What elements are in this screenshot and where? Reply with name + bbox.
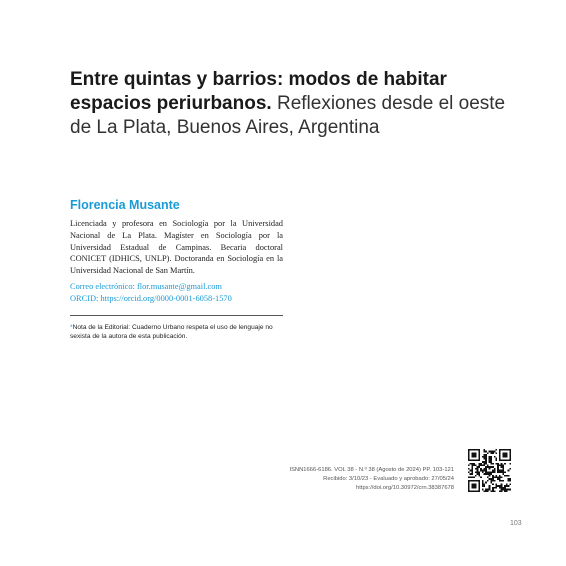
- email-link[interactable]: Correo electrónico: flor.musante@gmail.com: [70, 282, 222, 291]
- editorial-note: [70, 323, 290, 342]
- page-number: 103: [510, 520, 522, 527]
- doi-link[interactable]: https://doi.org/10.30972/crn.38387678: [356, 485, 454, 492]
- author-contact: [70, 281, 300, 305]
- footnote-marker: *: [70, 324, 73, 331]
- dates-line: Recibido: 3/10/23 - Evaluado y aprobado: 27/05/24: [323, 476, 454, 483]
- author-name: Florencia Musante: [70, 198, 180, 212]
- article-title-subtitle: Reflexiones desde el oeste de La Plata, Buenos Aires, Argentina: [70, 93, 506, 138]
- editorial-note-text: Nota de la Editorial: Cuaderno Urbano respeta el uso de lenguaje no sexista de la autora de esta publicación.: [70, 324, 273, 341]
- qr-code-icon: [468, 449, 511, 492]
- orcid-link[interactable]: ORCID: https://orcid.org/0000-0001-6058-1570: [70, 293, 232, 303]
- issn-line: ISNN1666-6186. VOL 38 - N.º 38 (Agosto de 2024) PP. 103-121: [289, 467, 454, 473]
- article-title: [70, 68, 510, 140]
- author-bio: Licenciada y profesora en Sociología por la Universidad Nacional de La Plata. Magíster en Sociología por la Universidad Estadual de Campinas. Becaria doctoral CONICET (IDHICS, UNLP). Doctoranda en Sociología en la Universidad Nacional de San Martín.: [70, 219, 283, 276]
- publication-info: [289, 466, 454, 494]
- article-title-main: Entre quintas y barrios: modos de habitar espacios periurbanos.: [70, 69, 447, 114]
- footnote-divider: [70, 315, 283, 316]
